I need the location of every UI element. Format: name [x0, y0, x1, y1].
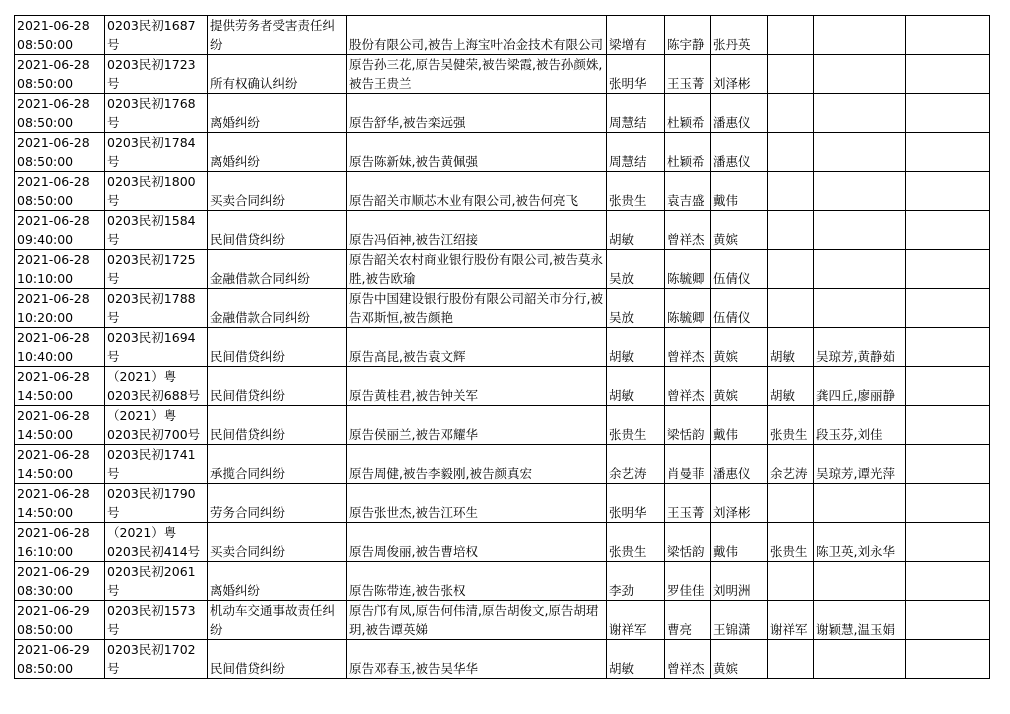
panel-members-cell: 吴琼芳,黄静茹	[814, 328, 906, 367]
case-number-cell: 0203民初1784 号	[105, 133, 208, 172]
hearing-date-cell: 2021-06-29 08:50:00	[15, 640, 105, 679]
case-cause-cell: 劳务合同纠纷	[208, 484, 347, 523]
case-cause-cell: 离婚纠纷	[208, 562, 347, 601]
empty-cell	[906, 16, 990, 55]
table-row	[15, 562, 990, 601]
empty-cell	[906, 250, 990, 289]
table-row	[15, 328, 990, 367]
clerk-cell: 曾祥杰	[665, 367, 711, 406]
table-row	[15, 406, 990, 445]
table-row	[15, 445, 990, 484]
clerk-cell: 肖曼菲	[665, 445, 711, 484]
panel-members-cell: 吴琼芳,谭光萍	[814, 445, 906, 484]
case-cause-cell: 提供劳务者受害责任纠纷	[208, 16, 347, 55]
table-row	[15, 250, 990, 289]
hearing-date-cell: 2021-06-28 10:20:00	[15, 289, 105, 328]
table-row	[15, 289, 990, 328]
case-cause-cell: 民间借贷纠纷	[208, 640, 347, 679]
table-row	[15, 94, 990, 133]
judge-repeat-cell	[768, 16, 814, 55]
parties-cell: 原告陈新妹,被告黄佩强	[347, 133, 607, 172]
judge-repeat-cell	[768, 289, 814, 328]
judge-repeat-cell: 张贵生	[768, 523, 814, 562]
empty-cell	[906, 601, 990, 640]
empty-cell	[906, 367, 990, 406]
presiding-judge-cell: 余艺涛	[607, 445, 665, 484]
case-cause-cell: 离婚纠纷	[208, 94, 347, 133]
clerk-cell: 陈宇静	[665, 16, 711, 55]
clerk-cell: 杜颖希	[665, 133, 711, 172]
empty-cell	[906, 484, 990, 523]
case-cause-cell: 所有权确认纠纷	[208, 55, 347, 94]
table-row	[15, 601, 990, 640]
panel-members-cell	[814, 484, 906, 523]
hearing-date-cell: 2021-06-28 14:50:00	[15, 484, 105, 523]
empty-cell	[906, 640, 990, 679]
case-number-cell: 0203民初1800 号	[105, 172, 208, 211]
panel-members-cell	[814, 562, 906, 601]
parties-cell: 原告舒华,被告栾远强	[347, 94, 607, 133]
parties-cell: 原告邓春玉,被告吴华华	[347, 640, 607, 679]
presiding-judge-cell: 胡敏	[607, 367, 665, 406]
panel-members-cell	[814, 289, 906, 328]
parties-cell: 原告孙三花,原告吴健荣,被告梁霞,被告孙颜姝,被告王贵兰	[347, 55, 607, 94]
presiding-judge-cell: 梁增有	[607, 16, 665, 55]
clerk-cell: 曾祥杰	[665, 211, 711, 250]
table-row	[15, 523, 990, 562]
case-cause-cell: 买卖合同纠纷	[208, 172, 347, 211]
case-cause-cell: 民间借贷纠纷	[208, 406, 347, 445]
presiding-judge-cell: 李劲	[607, 562, 665, 601]
parties-cell: 原告邝有凤,原告何伟清,原告胡俊文,原告胡珺玥,被告谭英娣	[347, 601, 607, 640]
clerk-cell: 曾祥杰	[665, 640, 711, 679]
juror-cell: 王锦潇	[711, 601, 768, 640]
hearing-date-cell: 2021-06-28 14:50:00	[15, 406, 105, 445]
case-cause-cell: 民间借贷纠纷	[208, 328, 347, 367]
table-row	[15, 640, 990, 679]
panel-members-cell	[814, 172, 906, 211]
juror-cell: 潘惠仪	[711, 445, 768, 484]
juror-cell: 刘泽彬	[711, 484, 768, 523]
panel-members-cell	[814, 55, 906, 94]
panel-members-cell	[814, 16, 906, 55]
case-cause-cell: 承揽合同纠纷	[208, 445, 347, 484]
empty-cell	[906, 172, 990, 211]
juror-cell: 潘惠仪	[711, 133, 768, 172]
case-number-cell: 0203民初1723 号	[105, 55, 208, 94]
judge-repeat-cell: 胡敏	[768, 367, 814, 406]
parties-cell: 原告张世杰,被告江环生	[347, 484, 607, 523]
empty-cell	[906, 562, 990, 601]
clerk-cell: 梁恬韵	[665, 406, 711, 445]
empty-cell	[906, 289, 990, 328]
panel-members-cell	[814, 94, 906, 133]
empty-cell	[906, 94, 990, 133]
judge-repeat-cell	[768, 562, 814, 601]
juror-cell: 黄嫔	[711, 367, 768, 406]
parties-cell: 原告高昆,被告袁文辉	[347, 328, 607, 367]
parties-cell: 股份有限公司,被告上海宝叶冶金技术有限公司	[347, 16, 607, 55]
case-number-cell: 0203民初1768 号	[105, 94, 208, 133]
juror-cell: 戴伟	[711, 523, 768, 562]
case-cause-cell: 民间借贷纠纷	[208, 211, 347, 250]
case-number-cell: 0203民初1702 号	[105, 640, 208, 679]
clerk-cell: 罗佳佳	[665, 562, 711, 601]
juror-cell: 黄嫔	[711, 640, 768, 679]
parties-cell: 原告周俊丽,被告曹培权	[347, 523, 607, 562]
hearing-date-cell: 2021-06-28 09:40:00	[15, 211, 105, 250]
presiding-judge-cell: 周慧结	[607, 133, 665, 172]
table-row	[15, 133, 990, 172]
judge-repeat-cell: 胡敏	[768, 328, 814, 367]
hearing-date-cell: 2021-06-28 08:50:00	[15, 172, 105, 211]
judge-repeat-cell: 张贵生	[768, 406, 814, 445]
hearing-date-cell: 2021-06-28 08:50:00	[15, 133, 105, 172]
juror-cell: 伍倩仪	[711, 250, 768, 289]
judge-repeat-cell	[768, 211, 814, 250]
case-number-cell: 0203民初1725 号	[105, 250, 208, 289]
presiding-judge-cell: 张贵生	[607, 172, 665, 211]
presiding-judge-cell: 张明华	[607, 55, 665, 94]
parties-cell: 原告侯丽兰,被告邓耀华	[347, 406, 607, 445]
hearing-date-cell: 2021-06-28 10:10:00	[15, 250, 105, 289]
parties-cell: 原告陈带连,被告张权	[347, 562, 607, 601]
case-cause-cell: 金融借款合同纠纷	[208, 250, 347, 289]
empty-cell	[906, 55, 990, 94]
clerk-cell: 王玉菁	[665, 55, 711, 94]
case-cause-cell: 机动车交通事故责任纠纷	[208, 601, 347, 640]
empty-cell	[906, 523, 990, 562]
judge-repeat-cell: 谢祥军	[768, 601, 814, 640]
presiding-judge-cell: 谢祥军	[607, 601, 665, 640]
hearing-date-cell: 2021-06-28 08:50:00	[15, 94, 105, 133]
clerk-cell: 袁吉盛	[665, 172, 711, 211]
presiding-judge-cell: 周慧结	[607, 94, 665, 133]
presiding-judge-cell: 张明华	[607, 484, 665, 523]
presiding-judge-cell: 吴放	[607, 250, 665, 289]
table-row	[15, 16, 990, 55]
case-number-cell: 0203民初1687 号	[105, 16, 208, 55]
clerk-cell: 曾祥杰	[665, 328, 711, 367]
judge-repeat-cell	[768, 250, 814, 289]
panel-members-cell	[814, 133, 906, 172]
case-cause-cell: 金融借款合同纠纷	[208, 289, 347, 328]
parties-cell: 原告周健,被告李毅刚,被告颜真宏	[347, 445, 607, 484]
table-row	[15, 172, 990, 211]
juror-cell: 戴伟	[711, 406, 768, 445]
clerk-cell: 王玉菁	[665, 484, 711, 523]
case-number-cell: 0203民初1788 号	[105, 289, 208, 328]
hearing-date-cell: 2021-06-28 14:50:00	[15, 367, 105, 406]
table-row	[15, 55, 990, 94]
hearing-date-cell: 2021-06-29 08:30:00	[15, 562, 105, 601]
juror-cell: 伍倩仪	[711, 289, 768, 328]
panel-members-cell	[814, 250, 906, 289]
panel-members-cell: 龚四丘,廖丽静	[814, 367, 906, 406]
case-number-cell: 0203民初1790 号	[105, 484, 208, 523]
panel-members-cell: 谢颖慧,温玉娟	[814, 601, 906, 640]
case-number-cell: 0203民初1741 号	[105, 445, 208, 484]
panel-members-cell: 陈卫英,刘永华	[814, 523, 906, 562]
presiding-judge-cell: 张贵生	[607, 406, 665, 445]
empty-cell	[906, 406, 990, 445]
clerk-cell: 曹亮	[665, 601, 711, 640]
table-row	[15, 211, 990, 250]
empty-cell	[906, 328, 990, 367]
juror-cell: 黄嫔	[711, 211, 768, 250]
case-number-cell: （2021）粤 0203民初414号	[105, 523, 208, 562]
juror-cell: 潘惠仪	[711, 94, 768, 133]
empty-cell	[906, 133, 990, 172]
judge-repeat-cell	[768, 55, 814, 94]
hearing-date-cell: 2021-06-28 08:50:00	[15, 55, 105, 94]
juror-cell: 戴伟	[711, 172, 768, 211]
case-number-cell: 0203民初1694 号	[105, 328, 208, 367]
judge-repeat-cell	[768, 484, 814, 523]
presiding-judge-cell: 张贵生	[607, 523, 665, 562]
case-cause-cell: 民间借贷纠纷	[208, 367, 347, 406]
clerk-cell: 陈毓卿	[665, 289, 711, 328]
empty-cell	[906, 445, 990, 484]
juror-cell: 黄嫔	[711, 328, 768, 367]
empty-cell	[906, 211, 990, 250]
case-number-cell: （2021）粤 0203民初700号	[105, 406, 208, 445]
case-number-cell: （2021）粤 0203民初688号	[105, 367, 208, 406]
panel-members-cell	[814, 640, 906, 679]
parties-cell: 原告韶关农村商业银行股份有限公司,被告莫永胜,被告欧瑜	[347, 250, 607, 289]
judge-repeat-cell	[768, 640, 814, 679]
hearing-date-cell: 2021-06-28 16:10:00	[15, 523, 105, 562]
case-cause-cell: 离婚纠纷	[208, 133, 347, 172]
table-row	[15, 367, 990, 406]
clerk-cell: 杜颖希	[665, 94, 711, 133]
judge-repeat-cell	[768, 94, 814, 133]
hearing-date-cell: 2021-06-28 10:40:00	[15, 328, 105, 367]
parties-cell: 原告中国建设银行股份有限公司韶关市分行,被告邓斯恒,被告颜艳	[347, 289, 607, 328]
panel-members-cell: 段玉芬,刘佳	[814, 406, 906, 445]
judge-repeat-cell	[768, 133, 814, 172]
panel-members-cell	[814, 211, 906, 250]
juror-cell: 刘泽彬	[711, 55, 768, 94]
clerk-cell: 陈毓卿	[665, 250, 711, 289]
hearing-date-cell: 2021-06-29 08:50:00	[15, 601, 105, 640]
presiding-judge-cell: 胡敏	[607, 328, 665, 367]
judge-repeat-cell: 余艺涛	[768, 445, 814, 484]
hearing-date-cell: 2021-06-28 14:50:00	[15, 445, 105, 484]
juror-cell: 刘明洲	[711, 562, 768, 601]
parties-cell: 原告冯佰神,被告江绍接	[347, 211, 607, 250]
presiding-judge-cell: 吴放	[607, 289, 665, 328]
hearing-date-cell: 2021-06-28 08:50:00	[15, 16, 105, 55]
case-cause-cell: 买卖合同纠纷	[208, 523, 347, 562]
case-number-cell: 0203民初1573 号	[105, 601, 208, 640]
clerk-cell: 梁恬韵	[665, 523, 711, 562]
table-body	[15, 16, 990, 679]
case-number-cell: 0203民初1584 号	[105, 211, 208, 250]
case-number-cell: 0203民初2061 号	[105, 562, 208, 601]
presiding-judge-cell: 胡敏	[607, 211, 665, 250]
table-row	[15, 484, 990, 523]
hearing-schedule-table	[14, 15, 990, 679]
judge-repeat-cell	[768, 172, 814, 211]
juror-cell: 张丹英	[711, 16, 768, 55]
presiding-judge-cell: 胡敏	[607, 640, 665, 679]
parties-cell: 原告韶关市顺芯木业有限公司,被告何亮飞	[347, 172, 607, 211]
parties-cell: 原告黄桂君,被告钟关军	[347, 367, 607, 406]
